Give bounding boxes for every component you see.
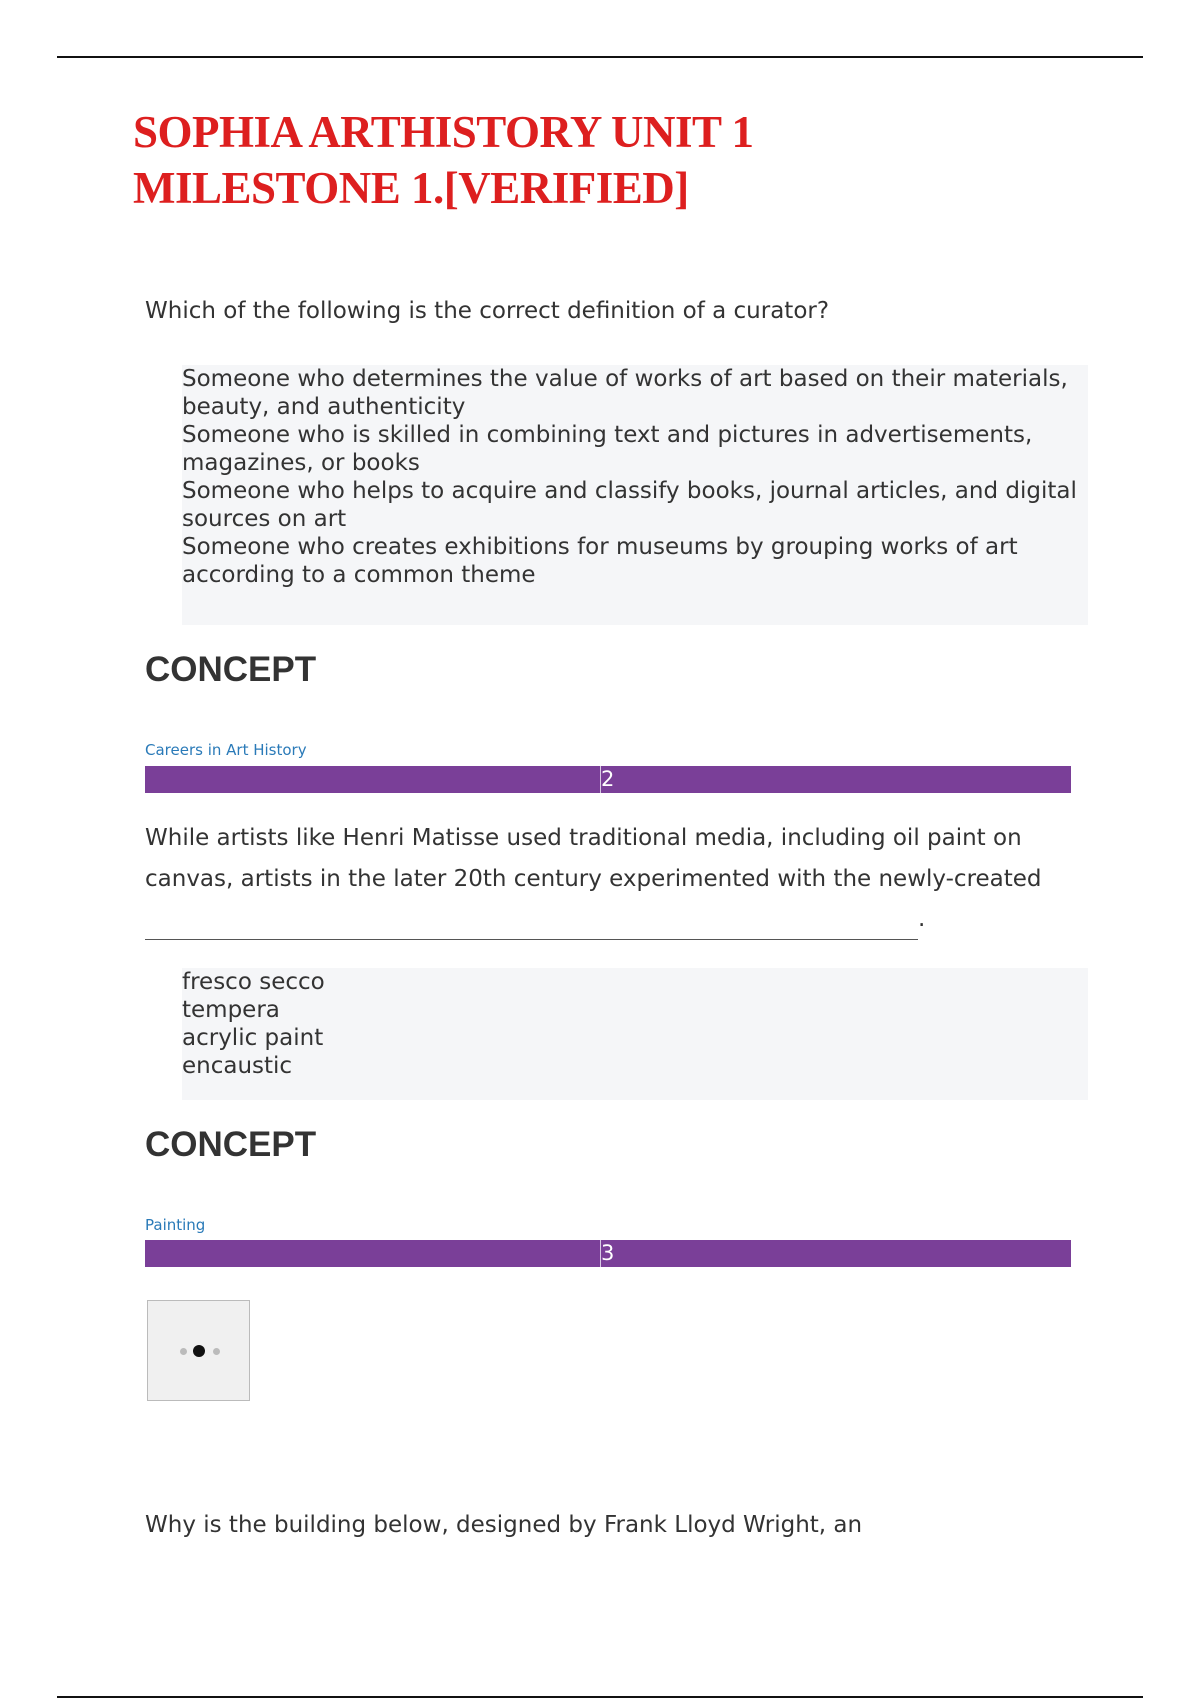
question-1-option[interactable]: Someone who determines the value of works of art based on their materials, beauty, and authenticity	[182, 366, 1068, 420]
question-2-prompt	[145, 818, 1045, 940]
concept-link-careers[interactable]: Careers in Art History	[145, 741, 307, 759]
concept-heading: CONCEPT	[145, 1125, 317, 1164]
answer-blank	[145, 912, 918, 940]
concept-heading: CONCEPT	[145, 650, 317, 689]
top-rule	[57, 56, 1143, 58]
question-2-option[interactable]: tempera	[182, 997, 280, 1023]
question-1-option[interactable]: Someone who creates exhibitions for museums by grouping works of art according to a common theme	[182, 534, 1018, 588]
question-2-options	[182, 968, 1088, 1100]
question-progress-bar	[145, 1240, 1071, 1267]
question-1-option[interactable]: Someone who is skilled in combining text and pictures in advertisements, magazines, or books	[182, 422, 1033, 476]
question-progress-bar	[145, 766, 1071, 793]
question-1-options	[182, 365, 1088, 625]
question-2-option[interactable]: fresco secco	[182, 969, 325, 995]
question-2-text: While artists like Henri Matisse used traditional media, including oil paint on canvas, artists in the later 20th century experimented with the newly-created	[145, 825, 1042, 892]
concept-link-painting[interactable]: Painting	[145, 1216, 206, 1234]
image-loading-placeholder	[147, 1300, 250, 1401]
loading-dot-icon	[213, 1348, 220, 1355]
question-1-prompt: Which of the following is the correct definition of a curator?	[145, 298, 830, 324]
question-2-option[interactable]: encaustic	[182, 1053, 293, 1079]
loading-dot-icon	[180, 1348, 187, 1355]
question-3-prompt: Why is the building below, designed by Frank Lloyd Wright, an	[145, 1512, 863, 1538]
document-title: SOPHIA ARTHISTORY UNIT 1 MILESTONE 1.[VERIFIED]	[133, 107, 754, 213]
question-number: 2	[601, 767, 615, 791]
question-number: 3	[601, 1241, 615, 1265]
question-2-option[interactable]: acrylic paint	[182, 1025, 324, 1051]
question-1-option[interactable]: Someone who helps to acquire and classify books, journal articles, and digital sources on art	[182, 478, 1077, 532]
question-2-end: .	[918, 906, 926, 932]
loading-dot-icon	[193, 1345, 205, 1357]
bottom-rule	[57, 1696, 1143, 1698]
